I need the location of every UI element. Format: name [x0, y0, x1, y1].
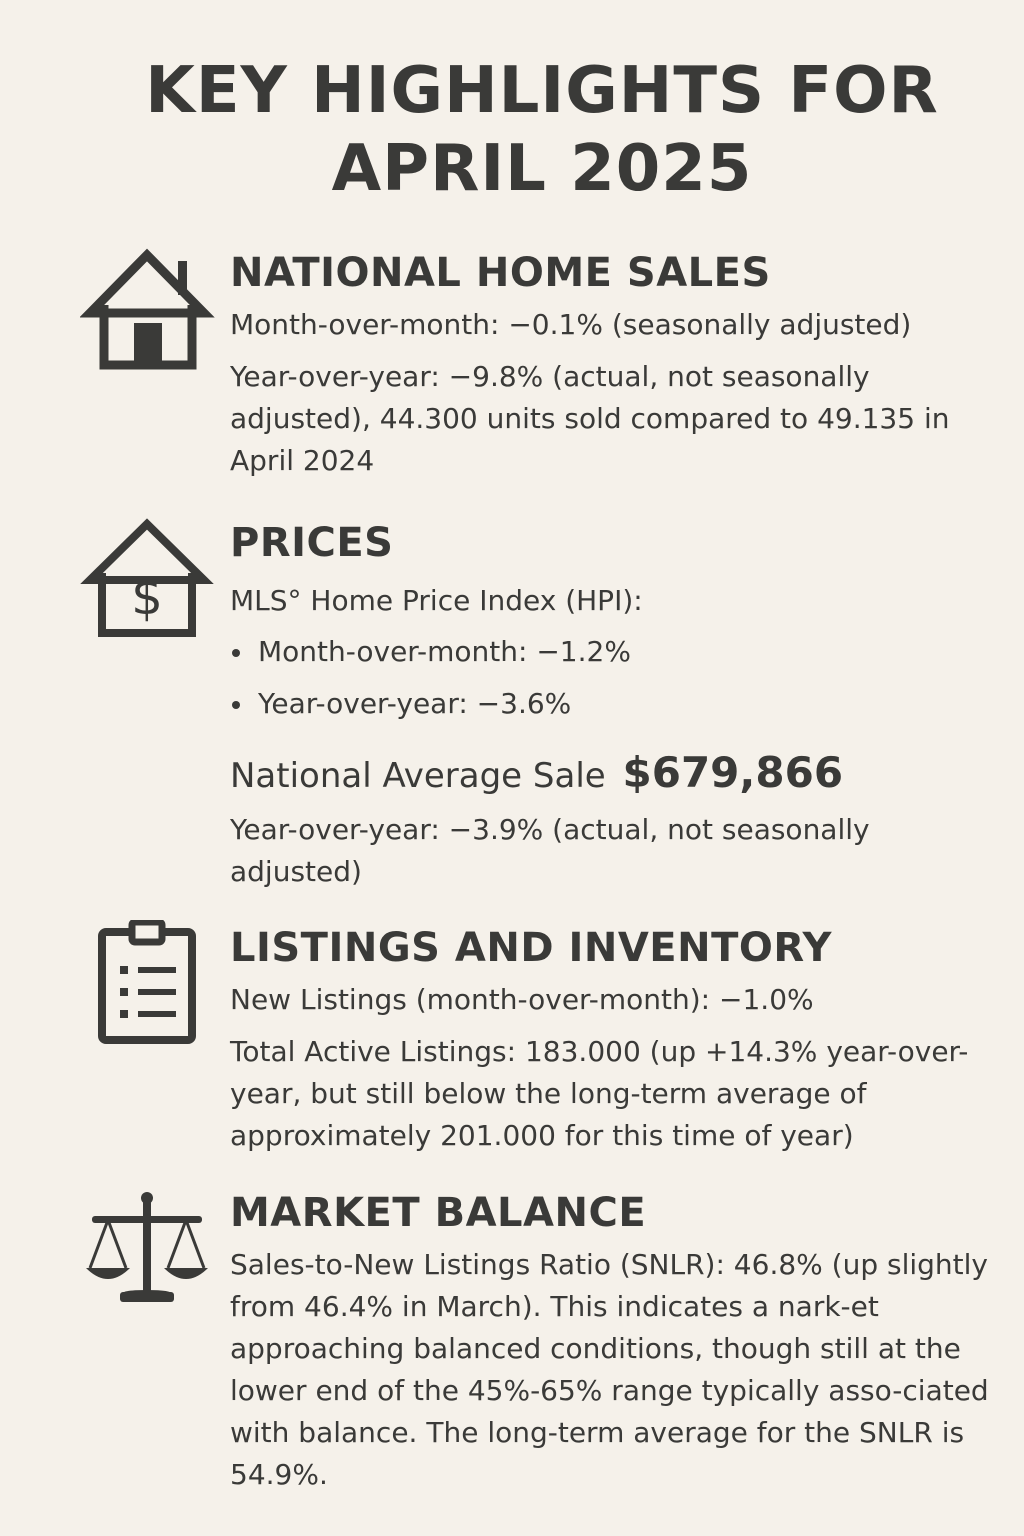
svg-text:$: $	[131, 568, 163, 626]
sales-year-over-year: Year-over-year: −9.8% (actual, not seasonally adjusted), 44.300 units sold compared to 49.135 in April 2024	[230, 360, 950, 477]
section-heading: LISTINGS AND INVENTORY	[230, 925, 832, 971]
section-heading: PRICES	[230, 520, 394, 566]
clipboard-list-icon	[80, 920, 215, 1055]
house-dollar-icon	[80, 518, 215, 653]
page-title	[0, 52, 1024, 208]
section-heading: MARKET BALANCE	[230, 1190, 647, 1236]
average-sale-value: $679,866	[622, 748, 844, 797]
house-icon	[80, 245, 215, 380]
section-heading: NATIONAL HOME SALES	[230, 250, 771, 296]
new-listings: New Listings (month-over-month): −1.0%	[230, 983, 814, 1016]
average-sale-label: National Average Sale	[230, 756, 606, 796]
list-item: Month-over-month: −1.2%	[230, 626, 990, 678]
page-title-line-1: KEY HIGHLIGHTS FOR	[145, 54, 939, 128]
hpi-label: MLS° Home Price Index (HPI):	[230, 584, 643, 617]
sales-month-over-month: Month-over-month: −0.1% (seasonally adjusted)	[230, 308, 912, 341]
active-listings: Total Active Listings: 183.000 (up +14.3% year-over-year, but still below the long-term average of approximately 201.000 for this time of year)	[230, 1035, 969, 1152]
scales-icon	[80, 1190, 215, 1325]
list-item: Year-over-year: −3.6%	[230, 678, 990, 730]
market-balance-text: Sales-to-New Listings Ratio (SNLR): 46.8% (up slightly from 46.4% in March). This indicates a nark-et approaching balanced conditions, though still at the lower end of the 45%-65% range typically asso-ciated with balance. The long-term average for the SNLR is 54.9%.	[230, 1248, 989, 1491]
hpi-bullets	[230, 626, 990, 730]
national-average-sale	[230, 748, 990, 801]
page-title-line-2: APRIL 2025	[331, 132, 753, 206]
average-sale-year-over-year: Year-over-year: −3.9% (actual, not seasonally adjusted)	[230, 813, 870, 888]
